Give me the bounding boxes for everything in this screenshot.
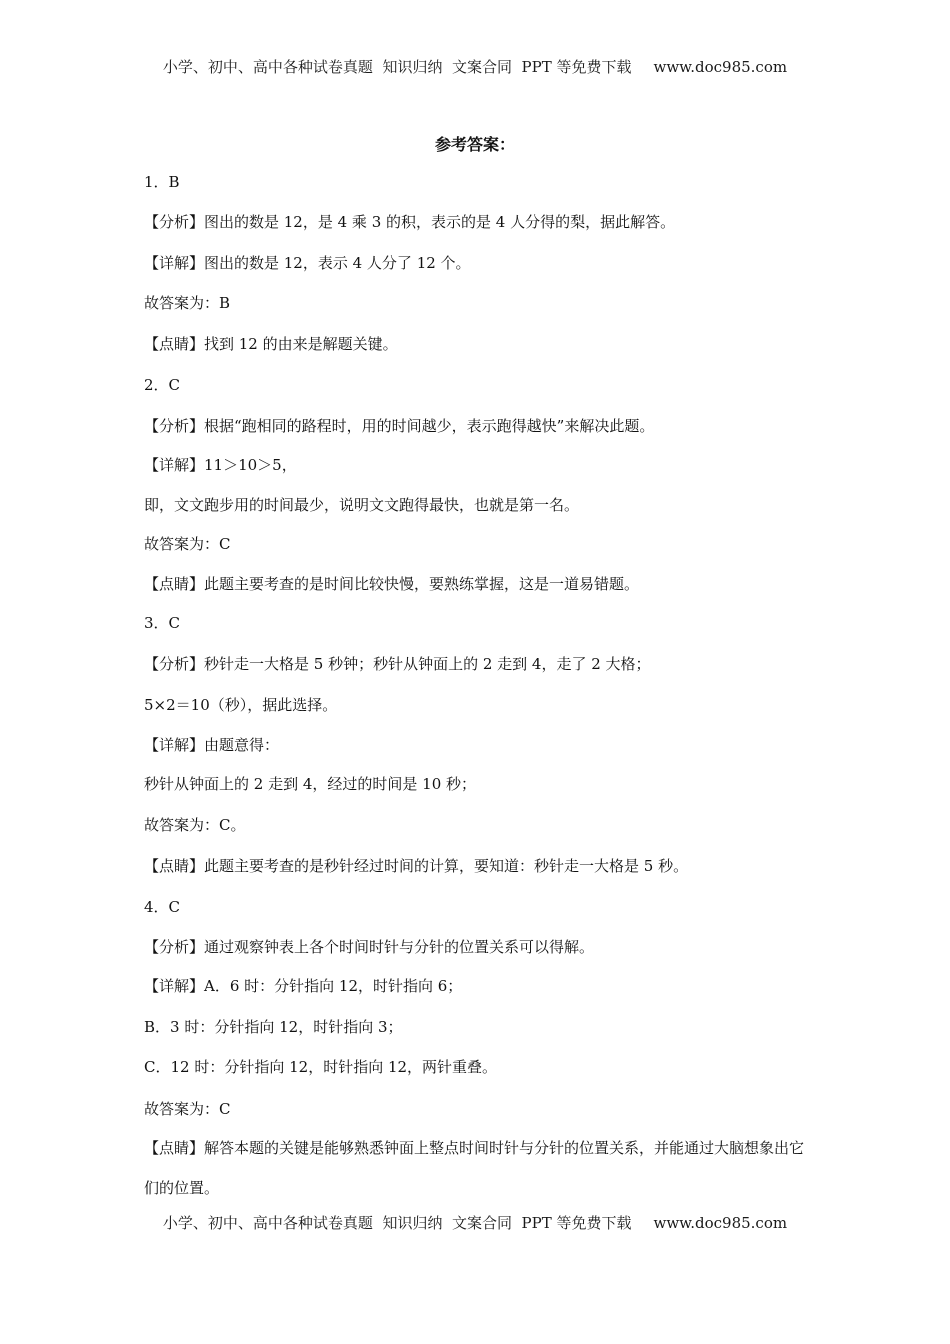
header-text: 小学、初中、高中各种试卷真题 知识归纳 文案合同 PPT 等免费下载 <box>162 58 632 76</box>
answer-1-conclusion: 故答案为：B <box>144 294 231 312</box>
answer-3-detail-cont: 秒针从钟面上的 2 走到 4，经过的时间是 10 秒； <box>144 775 477 793</box>
answer-1-analysis: 【分析】图出的数是 12，是 4 乘 3 的积，表示的是 4 人分得的梨，据此解答。 <box>144 213 676 231</box>
answer-2-conclusion: 故答案为：C <box>144 535 231 553</box>
answer-1-detail: 【详解】图出的数是 12，表示 4 人分了 12 个。 <box>144 254 471 272</box>
footer-url[interactable]: www.doc985.com <box>653 1214 788 1232</box>
answer-4-detail-b: B．3 时：分针指向 12，时针指向 3； <box>144 1018 403 1036</box>
answer-2-detail: 【详解】11＞10＞5， <box>144 456 297 474</box>
answer-4-comment: 【点睛】解答本题的关键是能够熟悉钟面上整点时间时针与分针的位置关系，并能通过大脑想象出它们的位置。 <box>144 1139 805 1197</box>
page-header <box>0 56 950 77</box>
answer-2-comment: 【点睛】此题主要考查的是时间比较快慢，要熟练掌握，这是一道易错题。 <box>144 575 640 593</box>
answer-2-analysis: 【分析】根据“跑相同的路程时，用的时间越少，表示跑得越快”来解决此题。 <box>144 417 655 435</box>
answer-4-number: 4．C <box>144 898 181 916</box>
header-url[interactable]: www.doc985.com <box>653 58 788 76</box>
answer-1-number: 1．B <box>144 173 180 191</box>
answer-3-detail: 【详解】由题意得： <box>144 736 280 754</box>
answer-3-comment: 【点睛】此题主要考查的是秒针经过时间的计算，要知道：秒针走一大格是 5 秒。 <box>144 857 689 875</box>
answer-1-comment: 【点睛】找到 12 的由来是解题关键。 <box>144 335 398 353</box>
answer-3-analysis-cont: 5×2＝10（秒），据此选择。 <box>144 696 338 714</box>
answer-2-detail-cont: 即，文文跑步用的时间最少，说明文文跑得最快，也就是第一名。 <box>144 496 580 514</box>
answer-4-detail-a: 【详解】A．6 时：分针指向 12，时针指向 6； <box>144 977 463 995</box>
page-title: 参考答案： <box>434 135 515 154</box>
answer-4-conclusion: 故答案为：C <box>144 1100 231 1118</box>
answer-2-number: 2．C <box>144 376 181 394</box>
answer-3-conclusion: 故答案为：C。 <box>144 816 246 834</box>
page-footer <box>0 1212 950 1233</box>
answer-3-number: 3．C <box>144 614 181 632</box>
footer-text: 小学、初中、高中各种试卷真题 知识归纳 文案合同 PPT 等免费下载 <box>162 1214 632 1232</box>
answer-4-analysis: 【分析】通过观察钟表上各个时间时针与分针的位置关系可以得解。 <box>144 938 595 956</box>
answer-3-analysis: 【分析】秒针走一大格是 5 秒钟；秒针从钟面上的 2 走到 4，走了 2 大格； <box>144 655 651 673</box>
answer-4-detail-c: C．12 时：分针指向 12，时针指向 12，两针重叠。 <box>144 1058 498 1076</box>
